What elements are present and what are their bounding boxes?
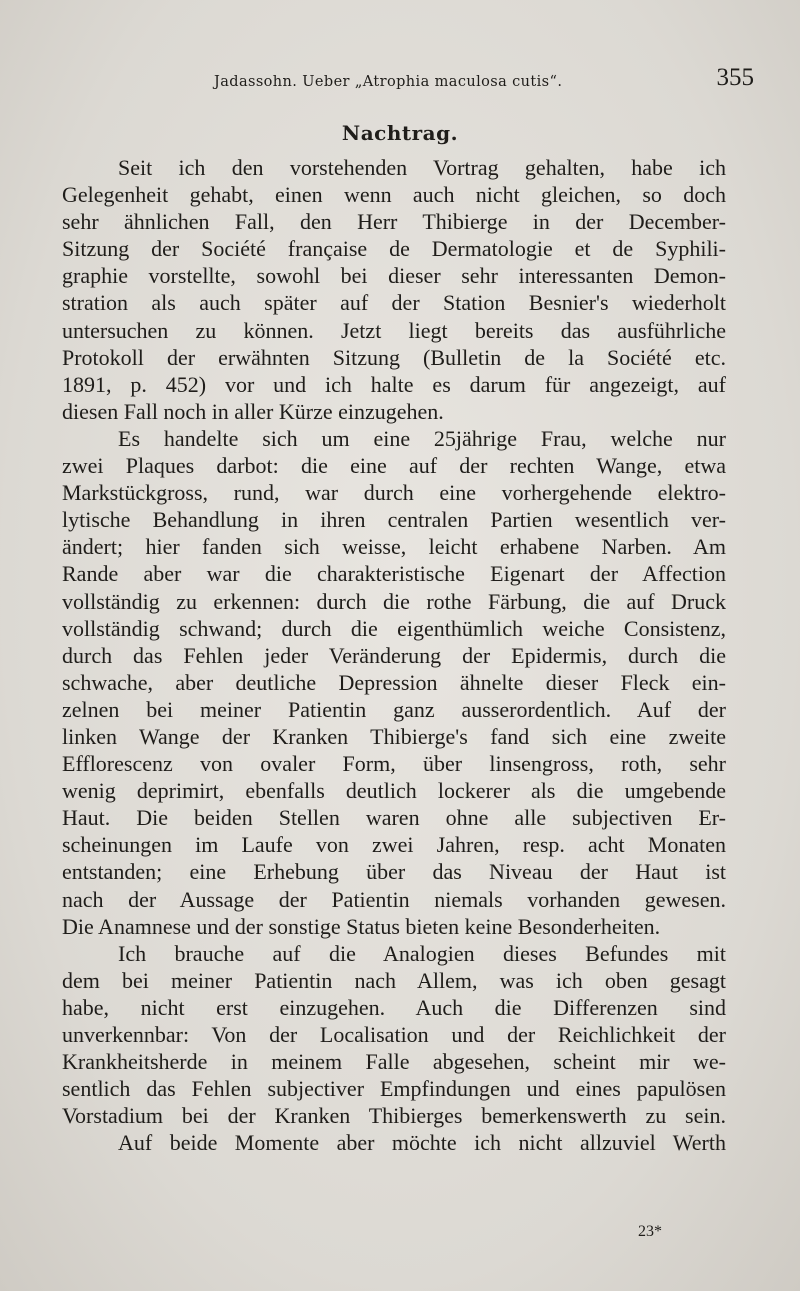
text-line: Ich brauche auf die Analogien dieses Befundes mit	[118, 940, 726, 966]
text-line: 1891, p. 452) vor und ich halte es darum für angezeigt, auf	[62, 371, 726, 397]
text-line: schwache, aber deutliche Depression ähnelte dieser Fleck ein-	[62, 669, 726, 695]
text-line: diesen Fall noch in aller Kürze einzugehen.	[62, 398, 444, 424]
text-line: zelnen bei meiner Patientin ganz ausserordentlich. Auf der	[62, 696, 726, 722]
text-line: ändert; hier fanden sich weisse, leicht erhabene Narben. Am	[62, 534, 726, 560]
text-line: vollständig schwand; durch die eigenthümlich weiche Consistenz,	[62, 615, 726, 641]
text-line: sentlich das Fehlen subjectiver Empfindungen und eines papulösen	[62, 1076, 726, 1102]
text-line: Haut. Die beiden Stellen waren ohne alle subjectiven Er-	[62, 805, 726, 831]
running-head: Jadassohn. Ueber „Atrophia maculosa cutis“.	[214, 74, 563, 90]
text-line: graphie vorstellte, sowohl bei dieser sehr interessanten Demon-	[62, 263, 726, 289]
text-line: Protokoll der erwähnten Sitzung (Bulletin de la Société etc.	[62, 344, 726, 370]
signature-mark: 23*	[638, 1223, 662, 1240]
text-line: wenig deprimirt, ebenfalls deutlich lockerer als die umgebende	[62, 778, 726, 804]
text-line: stration als auch später auf der Station Besnier's wiederholt	[62, 290, 726, 316]
text-line: Die Anamnese und der sonstige Status bieten keine Besonderheiten.	[62, 913, 661, 939]
text-line: Rande aber war die charakteristische Eigenart der Affection	[62, 561, 726, 587]
body-text	[62, 154, 726, 1156]
text-line: lytische Behandlung in ihren centralen Partien wesentlich ver-	[62, 507, 726, 533]
section-title: Nachtrag.	[341, 121, 459, 145]
text-line: Krankheitsherde in meinem Falle abgesehen, scheint mir we-	[62, 1049, 726, 1075]
text-line: vollständig zu erkennen: durch die rothe Färbung, die auf Druck	[62, 588, 726, 614]
text-line: Sitzung der Société française de Dermatologie et de Syphili-	[62, 236, 726, 262]
text-line: unverkennbar: Von der Localisation und der Reichlichkeit der	[62, 1022, 726, 1047]
text-line: Markstückgross, rund, war durch eine vorhergehende elektro-	[62, 480, 726, 506]
text-line: scheinungen im Laufe von zwei Jahren, resp. acht Monaten	[62, 832, 726, 858]
text-line: Seit ich den vorstehenden Vortrag gehalten, habe ich	[118, 155, 726, 180]
text-line: sehr ähnlichen Fall, den Herr Thibierge in der December-	[62, 209, 726, 235]
text-line: Es handelte sich um eine 25jährige Frau, welche nur	[118, 425, 726, 451]
page-header	[214, 64, 754, 100]
text-line: Gelegenheit gehabt, einen wenn auch nicht gleichen, so doch	[62, 182, 726, 208]
text-line: habe, nicht erst einzugehen. Auch die Differenzen sind	[62, 994, 726, 1020]
text-line: linken Wange der Kranken Thibierge's fand sich eine zweite	[62, 723, 726, 749]
page-number: 355	[716, 64, 754, 91]
text-line: dem bei meiner Patientin nach Allem, was ich oben gesagt	[62, 967, 726, 993]
text-line: zwei Plaques darbot: die eine auf der rechten Wange, etwa	[62, 453, 726, 479]
text-line: durch das Fehlen jeder Veränderung der Epidermis, durch die	[62, 642, 726, 668]
text-line: Efflorescenz von ovaler Form, über linsengross, roth, sehr	[62, 751, 726, 777]
text-line: Auf beide Momente aber möchte ich nicht allzuviel Werth	[118, 1130, 726, 1156]
text-line: untersuchen zu können. Jetzt liegt bereits das ausführliche	[62, 317, 726, 343]
text-line: Vorstadium bei der Kranken Thibierges bemerkenswerth zu sein.	[62, 1103, 726, 1129]
text-line: entstanden; eine Erhebung über das Niveau der Haut ist	[62, 859, 726, 885]
text-line: nach der Aussage der Patientin niemals vorhanden gewesen.	[62, 886, 726, 912]
